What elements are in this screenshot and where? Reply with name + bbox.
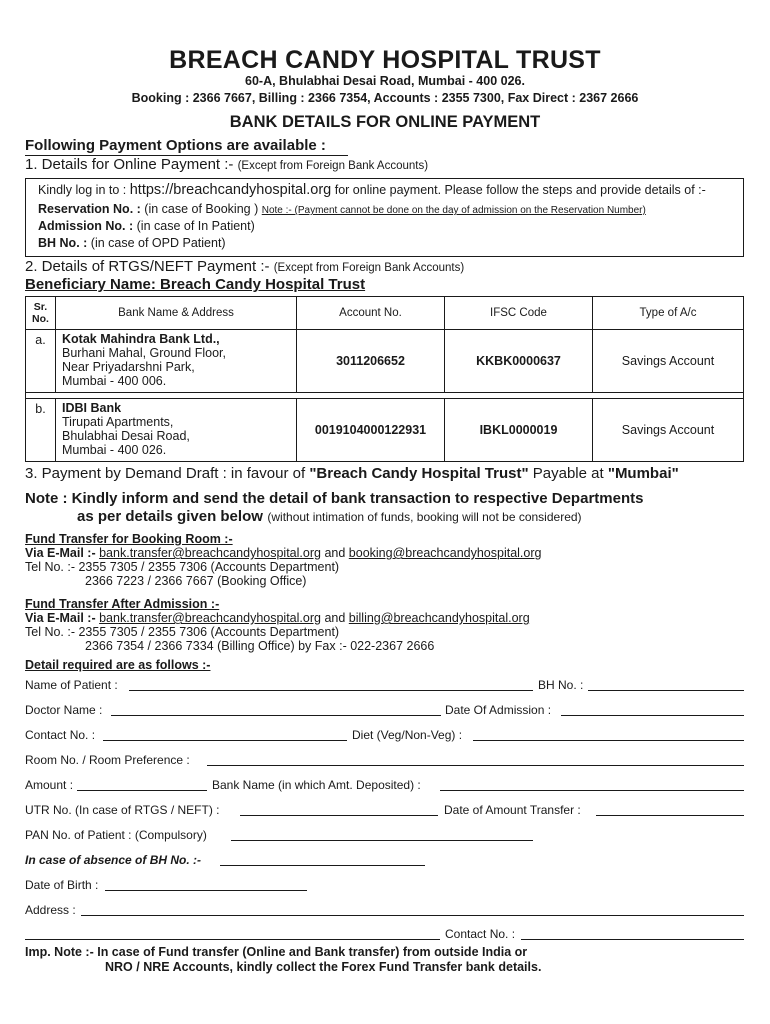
- hospital-address: 60-A, Bhulabhai Desai Road, Mumbai - 400 026.: [245, 74, 525, 88]
- bh-label: BH No. :: [38, 236, 88, 250]
- fund-booking-tel-2: 2366 7223 / 2366 7667 (Booking Office): [85, 574, 307, 588]
- fund-admission-tel-2: 2366 7354 / 2366 7334 (Billing Office) by Fax :- 022-2367 2666: [85, 639, 435, 653]
- form-row-address-2: [25, 927, 745, 943]
- doctor-name-label: Doctor Name :: [25, 703, 103, 717]
- form-row-amount: [25, 778, 745, 794]
- imp-note-line-2: NRO / NRE Accounts, kindly collect the Forex Fund Transfer bank details.: [105, 960, 542, 974]
- admission-text: (in case of In Patient): [136, 219, 255, 233]
- header-ifsc: IFSC Code: [445, 297, 593, 330]
- room-label: Room No. / Room Preference :: [25, 753, 190, 767]
- admission-line: [38, 219, 255, 233]
- email-bank-transfer-link[interactable]: bank.transfer@breachcandyhospital.org: [99, 546, 321, 560]
- contact-no-2-label: Contact No. :: [445, 927, 516, 941]
- note-line-1: [25, 490, 643, 507]
- reservation-note: Note :- (Payment cannot be done on the day of admission on the Reservation Number): [261, 205, 646, 216]
- rtgs-label: 2. Details of RTGS/NEFT Payment :-: [25, 258, 270, 275]
- row-bank: [56, 330, 297, 393]
- bank-addr3: Mumbai - 400 006.: [62, 374, 167, 388]
- note-small: (without intimation of funds, booking will not be considered): [267, 510, 582, 524]
- account-type: Savings Account: [593, 330, 744, 393]
- table-header-row: [26, 297, 744, 330]
- bank-addr1: Burhani Mahal, Ground Floor,: [62, 346, 226, 360]
- form-title: Detail required are as follows :-: [25, 658, 211, 672]
- contact-no-2-field[interactable]: [521, 939, 744, 940]
- bh-no-label: BH No. :: [538, 678, 584, 692]
- date-admission-label: Date Of Admission :: [445, 703, 552, 717]
- login-suffix: for online payment. Please follow the steps and provide details of :-: [334, 183, 706, 197]
- contact-no-label: Contact No. :: [25, 728, 96, 742]
- bank-addr1: Tirupati Apartments,: [62, 415, 174, 429]
- form-row-dob: [25, 878, 745, 894]
- form-row-patient: [25, 678, 745, 694]
- form-row-address: [25, 903, 745, 919]
- diet-field[interactable]: [473, 740, 744, 741]
- absence-bh-label: In case of absence of BH No. :-: [25, 853, 202, 867]
- utr-field[interactable]: [240, 815, 438, 816]
- email-bank-transfer-link[interactable]: bank.transfer@breachcandyhospital.org: [99, 611, 321, 625]
- header-bank-name: Bank Name & Address: [56, 297, 297, 330]
- hospital-title: BREACH CANDY HOSPITAL TRUST: [169, 46, 601, 74]
- pan-field[interactable]: [231, 840, 533, 841]
- demand-draft-line: [25, 465, 679, 482]
- option-1-note: (Except from Foreign Bank Accounts): [237, 160, 429, 172]
- bh-no-field[interactable]: [588, 690, 744, 691]
- header-account-no: Account No.: [297, 297, 445, 330]
- patient-name-label: Name of Patient :: [25, 678, 118, 692]
- diet-label: Diet (Veg/Non-Veg) :: [352, 728, 463, 742]
- account-no: 3011206652: [297, 330, 445, 393]
- bank-name: IDBI Bank: [62, 401, 122, 415]
- bank-details-table: [25, 296, 744, 462]
- ifsc-code: IBKL0000019: [445, 399, 593, 462]
- admission-label: Admission No. :: [38, 219, 134, 233]
- date-admission-field[interactable]: [561, 715, 744, 716]
- date-transfer-field[interactable]: [596, 815, 744, 816]
- header-sr-no: Sr. No.: [26, 297, 56, 330]
- rtgs-note: (Except from Foreign Bank Accounts): [273, 262, 465, 274]
- email-label: Via E-Mail :-: [25, 546, 96, 560]
- patient-name-field[interactable]: [129, 690, 533, 691]
- online-payment-box: [25, 178, 744, 257]
- rtgs-line: [25, 258, 464, 275]
- form-row-doctor: [25, 703, 745, 719]
- fund-booking-email-line: [25, 546, 541, 560]
- email-booking-link[interactable]: booking@breachcandyhospital.org: [348, 546, 542, 560]
- dd-mid: Payable at: [532, 465, 604, 482]
- reservation-line: [38, 202, 646, 216]
- room-field[interactable]: [207, 765, 744, 766]
- options-intro: Following Payment Options are available :: [25, 137, 326, 154]
- utr-label: UTR No. (In case of RTGS / NEFT) :: [25, 803, 220, 817]
- note-text-1: Kindly inform and send the detail of bank transaction to respective Departments: [71, 490, 644, 507]
- account-no: 0019104000122931: [297, 399, 445, 462]
- amount-label: Amount :: [25, 778, 74, 792]
- login-line: [38, 182, 706, 198]
- fund-admission-tel-1: Tel No. :- 2355 7305 / 2355 7306 (Accounts Department): [25, 625, 340, 639]
- bank-name-label: Bank Name (in which Amt. Deposited) :: [212, 778, 421, 792]
- dob-field[interactable]: [105, 890, 307, 891]
- bh-line: [38, 236, 226, 250]
- email-label: Via E-Mail :-: [25, 611, 96, 625]
- doctor-name-field[interactable]: [111, 715, 441, 716]
- dd-payee: "Breach Candy Hospital Trust": [309, 465, 529, 482]
- login-prefix: Kindly log in to :: [38, 183, 127, 197]
- option-1-label: 1. Details for Online Payment :-: [25, 156, 234, 173]
- row-bank: [56, 399, 297, 462]
- and-text: and: [324, 611, 346, 625]
- reservation-label: Reservation No. :: [38, 202, 141, 216]
- note-text-2: as per details given below: [77, 508, 263, 525]
- contact-no-field[interactable]: [103, 740, 347, 741]
- form-row-absence: [25, 853, 745, 869]
- dob-label: Date of Birth :: [25, 878, 99, 892]
- reservation-text: (in case of Booking ): [144, 202, 259, 216]
- header-account-type: Type of A/c: [593, 297, 744, 330]
- note-label: Note :: [25, 490, 68, 507]
- hospital-phones: Booking : 2366 7667, Billing : 2366 7354, Accounts : 2355 7300, Fax Direct : 2367 2666: [131, 91, 639, 105]
- account-type: Savings Account: [593, 399, 744, 462]
- form-row-utr: [25, 803, 745, 819]
- fund-booking-tel-1: Tel No. :- 2355 7305 / 2355 7306 (Accounts Department): [25, 560, 340, 574]
- fund-admission-email-line: [25, 611, 530, 625]
- bank-name: Kotak Mahindra Bank Ltd.,: [62, 332, 220, 346]
- bank-addr2: Near Priyadarshni Park,: [62, 360, 195, 374]
- note-line-2: [77, 508, 582, 526]
- form-row-contact: [25, 728, 745, 744]
- table-row: [26, 399, 744, 462]
- ifsc-code: KKBK0000637: [445, 330, 593, 393]
- row-sr: a.: [26, 330, 56, 393]
- bank-name-field[interactable]: [440, 790, 744, 791]
- page-heading: BANK DETAILS FOR ONLINE PAYMENT: [229, 113, 541, 131]
- and-text: and: [324, 546, 346, 560]
- imp-note-line-1: Imp. Note :- In case of Fund transfer (Online and Bank transfer) from outside India or: [25, 945, 528, 959]
- table-row: [26, 330, 744, 393]
- fund-admission-title: Fund Transfer After Admission :-: [25, 597, 220, 611]
- address-field-line-2[interactable]: [25, 939, 440, 940]
- hospital-url-link[interactable]: https://breachcandyhospital.org: [129, 182, 332, 198]
- fund-booking-title: Fund Transfer for Booking Room :-: [25, 532, 233, 546]
- bank-addr2: Bhulabhai Desai Road,: [62, 429, 190, 443]
- bh-text: (in case of OPD Patient): [90, 236, 226, 250]
- pan-label: PAN No. of Patient : (Compulsory): [25, 828, 207, 842]
- date-transfer-label: Date of Amount Transfer :: [444, 803, 581, 817]
- row-sr: b.: [26, 399, 56, 462]
- form-row-room: [25, 753, 745, 769]
- bank-addr3: Mumbai - 400 026.: [62, 443, 167, 457]
- option-1-line: [25, 156, 428, 173]
- beneficiary-name: Beneficiary Name: Breach Candy Hospital Trust: [25, 276, 366, 293]
- email-billing-link[interactable]: billing@breachcandyhospital.org: [348, 611, 530, 625]
- address-label: Address :: [25, 903, 76, 917]
- form-row-pan: [25, 828, 745, 844]
- absence-bh-field[interactable]: [220, 865, 425, 866]
- dd-city: "Mumbai": [607, 465, 679, 482]
- address-field[interactable]: [81, 915, 744, 916]
- amount-field[interactable]: [77, 790, 207, 791]
- dd-prefix: 3. Payment by Demand Draft : in favour of: [25, 465, 306, 482]
